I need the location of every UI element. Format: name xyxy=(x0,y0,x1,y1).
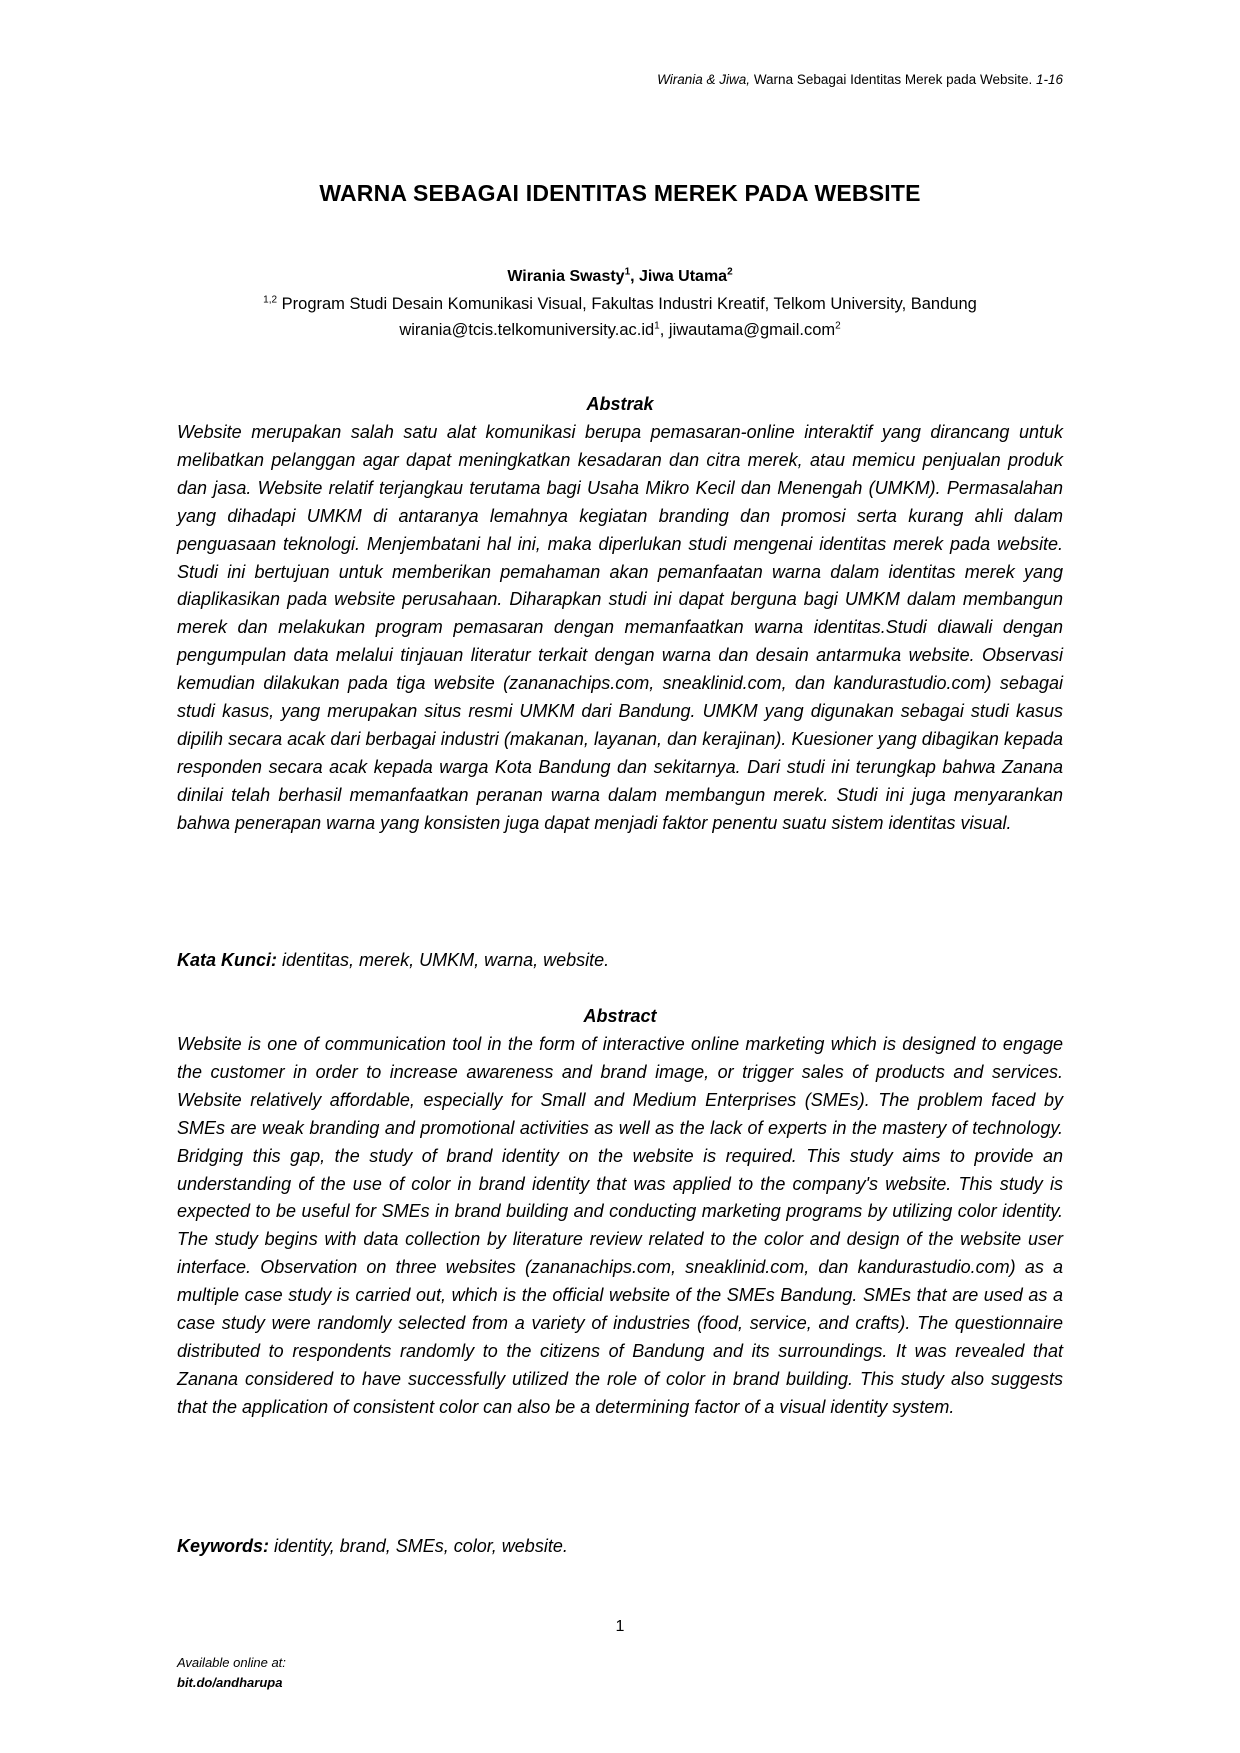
affiliation-line xyxy=(0,295,1240,314)
kata-kunci-line xyxy=(177,950,1063,971)
author-separator: , xyxy=(630,268,640,285)
author-line xyxy=(0,268,1240,286)
running-head-title: Warna Sebagai Identitas Merek pada Website. xyxy=(750,72,1033,87)
footer-link[interactable]: bit.do/andharupa xyxy=(177,1675,283,1690)
email-separator: , xyxy=(659,321,669,339)
running-head-pages: 1-16 xyxy=(1032,72,1063,87)
abstract-heading: Abstract xyxy=(583,1006,657,1026)
running-head-authors: Wirania & Jiwa, xyxy=(657,72,751,87)
email-2-sup: 2 xyxy=(835,320,841,332)
keywords: identity, brand, SMEs, color, website. xyxy=(269,1536,568,1556)
email-2: jiwautama@gmail.com xyxy=(668,321,836,339)
keywords-line xyxy=(177,1536,1063,1557)
keywords-label: Keywords: xyxy=(177,1536,270,1556)
abstrak-body: Website merupakan salah satu alat komunikasi berupa pemasaran-online interaktif yang dirancang untuk melibatkan pelanggan agar dapat meningkatkan kesadaran dan citra merek, atau memicu penjualan produk dan jasa. Website relatif terjangkau terutama bagi Usaha Mikro Kecil dan Menengah (UMKM). Permasalahan yang dihadapi UMKM di antaranya lemahnya kegiatan branding dan promosi serta kurang ahli dalam penguasaan teknologi. Menjembatani hal ini, maka diperlukan studi mengenai identitas merek pada website. Studi ini bertujuan untuk memberikan pemahaman akan pemanfaatan warna dalam identitas merek yang diaplikasikan pada website perusahaan. Diharapkan studi ini dapat berguna bagi UMKM dalam membangun merek dan melakukan program pemasaran dengan memanfaatkan warna identitas.Studi diawali dengan pengumpulan data melalui tinjauan literatur terkait dengan warna dan desain antarmuka website. Observasi kemudian dilakukan pada tiga website (zananachips.com, sneaklinid.com, dan kandurastudio.com) sebagai studi kasus, yang merupakan situs resmi UMKM dari Bandung. UMKM yang digunakan sebagai studi kasus dipilih secara acak dari berbagai industri (makanan, layanan, dan kerajinan). Kuesioner yang dibagikan kepada responden secara acak kepada warga Kota Bandung dan sekitarnya. Dari studi ini terungkap bahwa Zanana dinilai telah berhasil memanfaatkan peranan warna dalam membangun merek. Studi ini juga menyarankan bahwa penerapan warna yang konsisten juga dapat menjadi faktor penentu suatu sistem identitas visual. xyxy=(177,422,1063,833)
page-number: 1 xyxy=(615,1618,625,1635)
footer-available: Available online at: xyxy=(177,1655,286,1670)
kata-kunci-label: Kata Kunci: xyxy=(177,950,278,970)
affiliation: Program Studi Desain Komunikasi Visual, Fakultas Industri Kreatif, Telkom University, Bandung xyxy=(277,295,977,313)
author-1-sup: 1 xyxy=(624,266,631,278)
abstrak-heading: Abstrak xyxy=(586,394,654,414)
author-2: Jiwa Utama xyxy=(639,268,728,285)
email-1-sup: 1 xyxy=(654,320,660,332)
author-1: Wirania Swasty xyxy=(507,268,625,285)
email-1: wirania@tcis.telkomuniversity.ac.id xyxy=(399,321,655,339)
running-head xyxy=(657,72,1063,87)
email-line xyxy=(0,321,1240,340)
abstract-body: Website is one of communication tool in the form of interactive online marketing which is designed to engage the customer in order to increase awareness and brand image, or trigger sales of products and services. Website relatively affordable, especially for Small and Medium Enterprises (SMEs). The problem faced by SMEs are weak branding and promotional activities as well as the lack of experts in the mastery of technology. Bridging this gap, the study of brand identity on the website is required. This study aims to provide an understanding of the use of color in brand identity that was applied to the company's website. This study is expected to be useful for SMEs in brand building and conducting marketing programs by utilizing color identity. The study begins with data collection by literature review related to the color and design of the website user interface. Observation on three websites (zananachips.com, sneaklinid.com, dan kandurastudio.com) as a multiple case study is carried out, which is the official website of the SMEs Bandung. SMEs that are used as a case study were randomly selected from a variety of industries (food, service, and crafts). The questionnaire distributed to respondents randomly to the citizens of Bandung and its surroundings. It was revealed that Zanana considered to have successfully utilized the role of color in brand building. This study also suggests that the application of consistent color can also be a determining factor of a visual identity system. xyxy=(177,1034,1063,1417)
affiliation-sup: 1,2 xyxy=(263,294,278,306)
kata-kunci: identitas, merek, UMKM, warna, website. xyxy=(277,950,610,970)
author-2-sup: 2 xyxy=(727,266,733,278)
paper-title: WARNA SEBAGAI IDENTITAS MEREK PADA WEBSITE xyxy=(319,180,921,206)
